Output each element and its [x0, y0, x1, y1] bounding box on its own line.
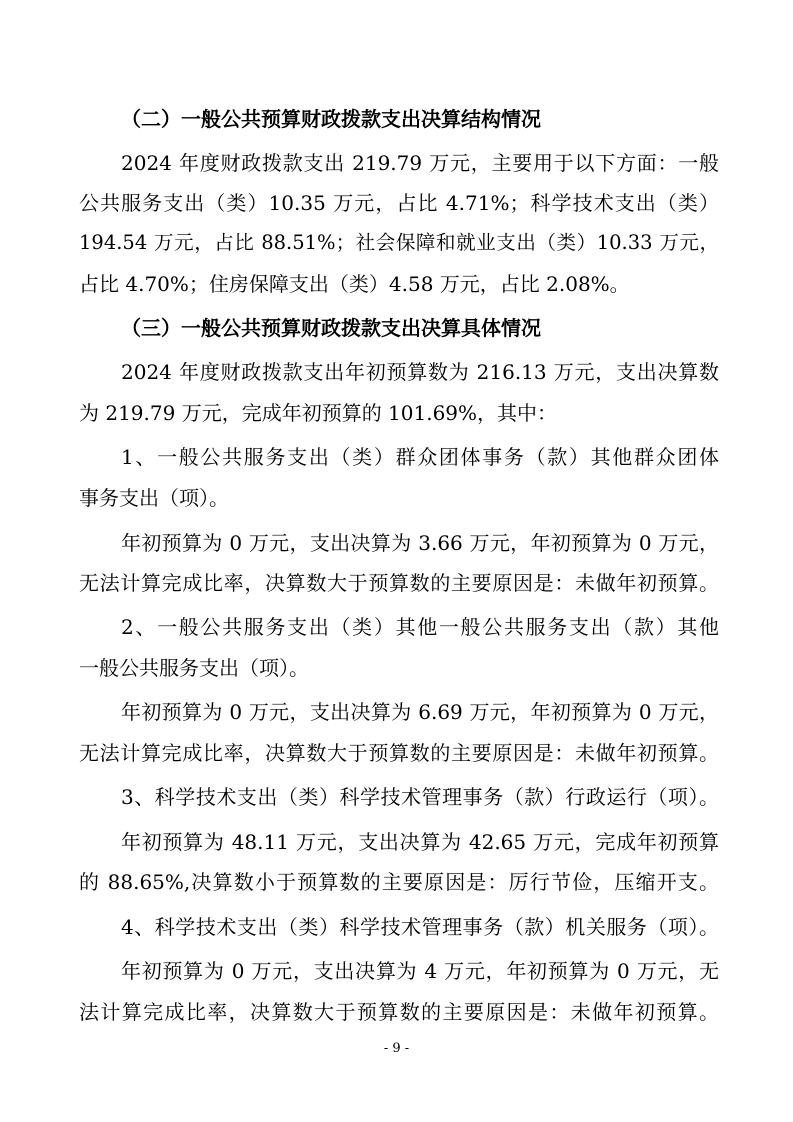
paragraph-line: 无法计算完成比率，决算数大于预算数的主要原因是：未做年初预算。 — [79, 741, 719, 765]
paragraph-line: 无法计算完成比率，决算数大于预算数的主要原因是：未做年初预算。 — [79, 571, 719, 595]
item-heading-line: 1、一般公共服务支出（类）群众团体事务（款）其他群众团体 — [121, 445, 719, 469]
paragraph-line: 年初预算为 0 万元，支出决算为 3.66 万元，年初预算为 0 万元， — [121, 531, 719, 555]
paragraph-line: 2024 年度财政拨款支出年初预算数为 216.13 万元，支出决算数 — [121, 360, 719, 384]
paragraph-line: 194.54 万元，占比 88.51%；社会保障和就业支出（类）10.33 万元， — [79, 231, 719, 254]
item-heading-line: 事务支出（项）。 — [79, 486, 229, 510]
item-heading-line: 一般公共服务支出（项）。 — [79, 656, 309, 680]
item-heading-line: 3、科学技术支出（类）科学技术管理事务（款）行政运行（项）。 — [121, 785, 719, 809]
section-heading-3: （三）一般公共预算财政拨款支出决算具体情况 — [121, 316, 541, 340]
section-heading-2: （二）一般公共预算财政拨款支出决算结构情况 — [121, 107, 541, 131]
paragraph-line: 年初预算为 0 万元，支出决算为 6.69 万元，年初预算为 0 万元， — [121, 700, 719, 724]
paragraph-line: 年初预算为 0 万元，支出决算为 4 万元，年初预算为 0 万元，无 — [121, 959, 719, 983]
item-heading-line: 2、一般公共服务支出（类）其他一般公共服务支出（款）其他 — [121, 615, 719, 639]
item-heading-line: 4、科学技术支出（类）科学技术管理事务（款）机关服务（项）。 — [121, 915, 719, 939]
paragraph-line: 2024 年度财政拨款支出 219.79 万元，主要用于以下方面：一般 — [121, 151, 719, 175]
paragraph-line: 公共服务支出（类）10.35 万元，占比 4.71%；科学技术支出（类） — [79, 191, 719, 215]
paragraph-line: 占比 4.70%；住房保障支出（类）4.58 万元，占比 2.08%。 — [79, 272, 630, 296]
paragraph-line: 的 88.65%,决算数小于预算数的主要原因是：厉行节俭，压缩开支。 — [79, 870, 719, 894]
paragraph-line: 法计算完成比率，决算数大于预算数的主要原因是：未做年初预算。 — [79, 1000, 719, 1024]
paragraph-line: 为 219.79 万元，完成年初预算的 101.69%，其中： — [79, 401, 558, 425]
page-number: - 9 - — [383, 1041, 410, 1056]
paragraph-line: 年初预算为 48.11 万元，支出决算为 42.65 万元，完成年初预算 — [121, 830, 719, 854]
